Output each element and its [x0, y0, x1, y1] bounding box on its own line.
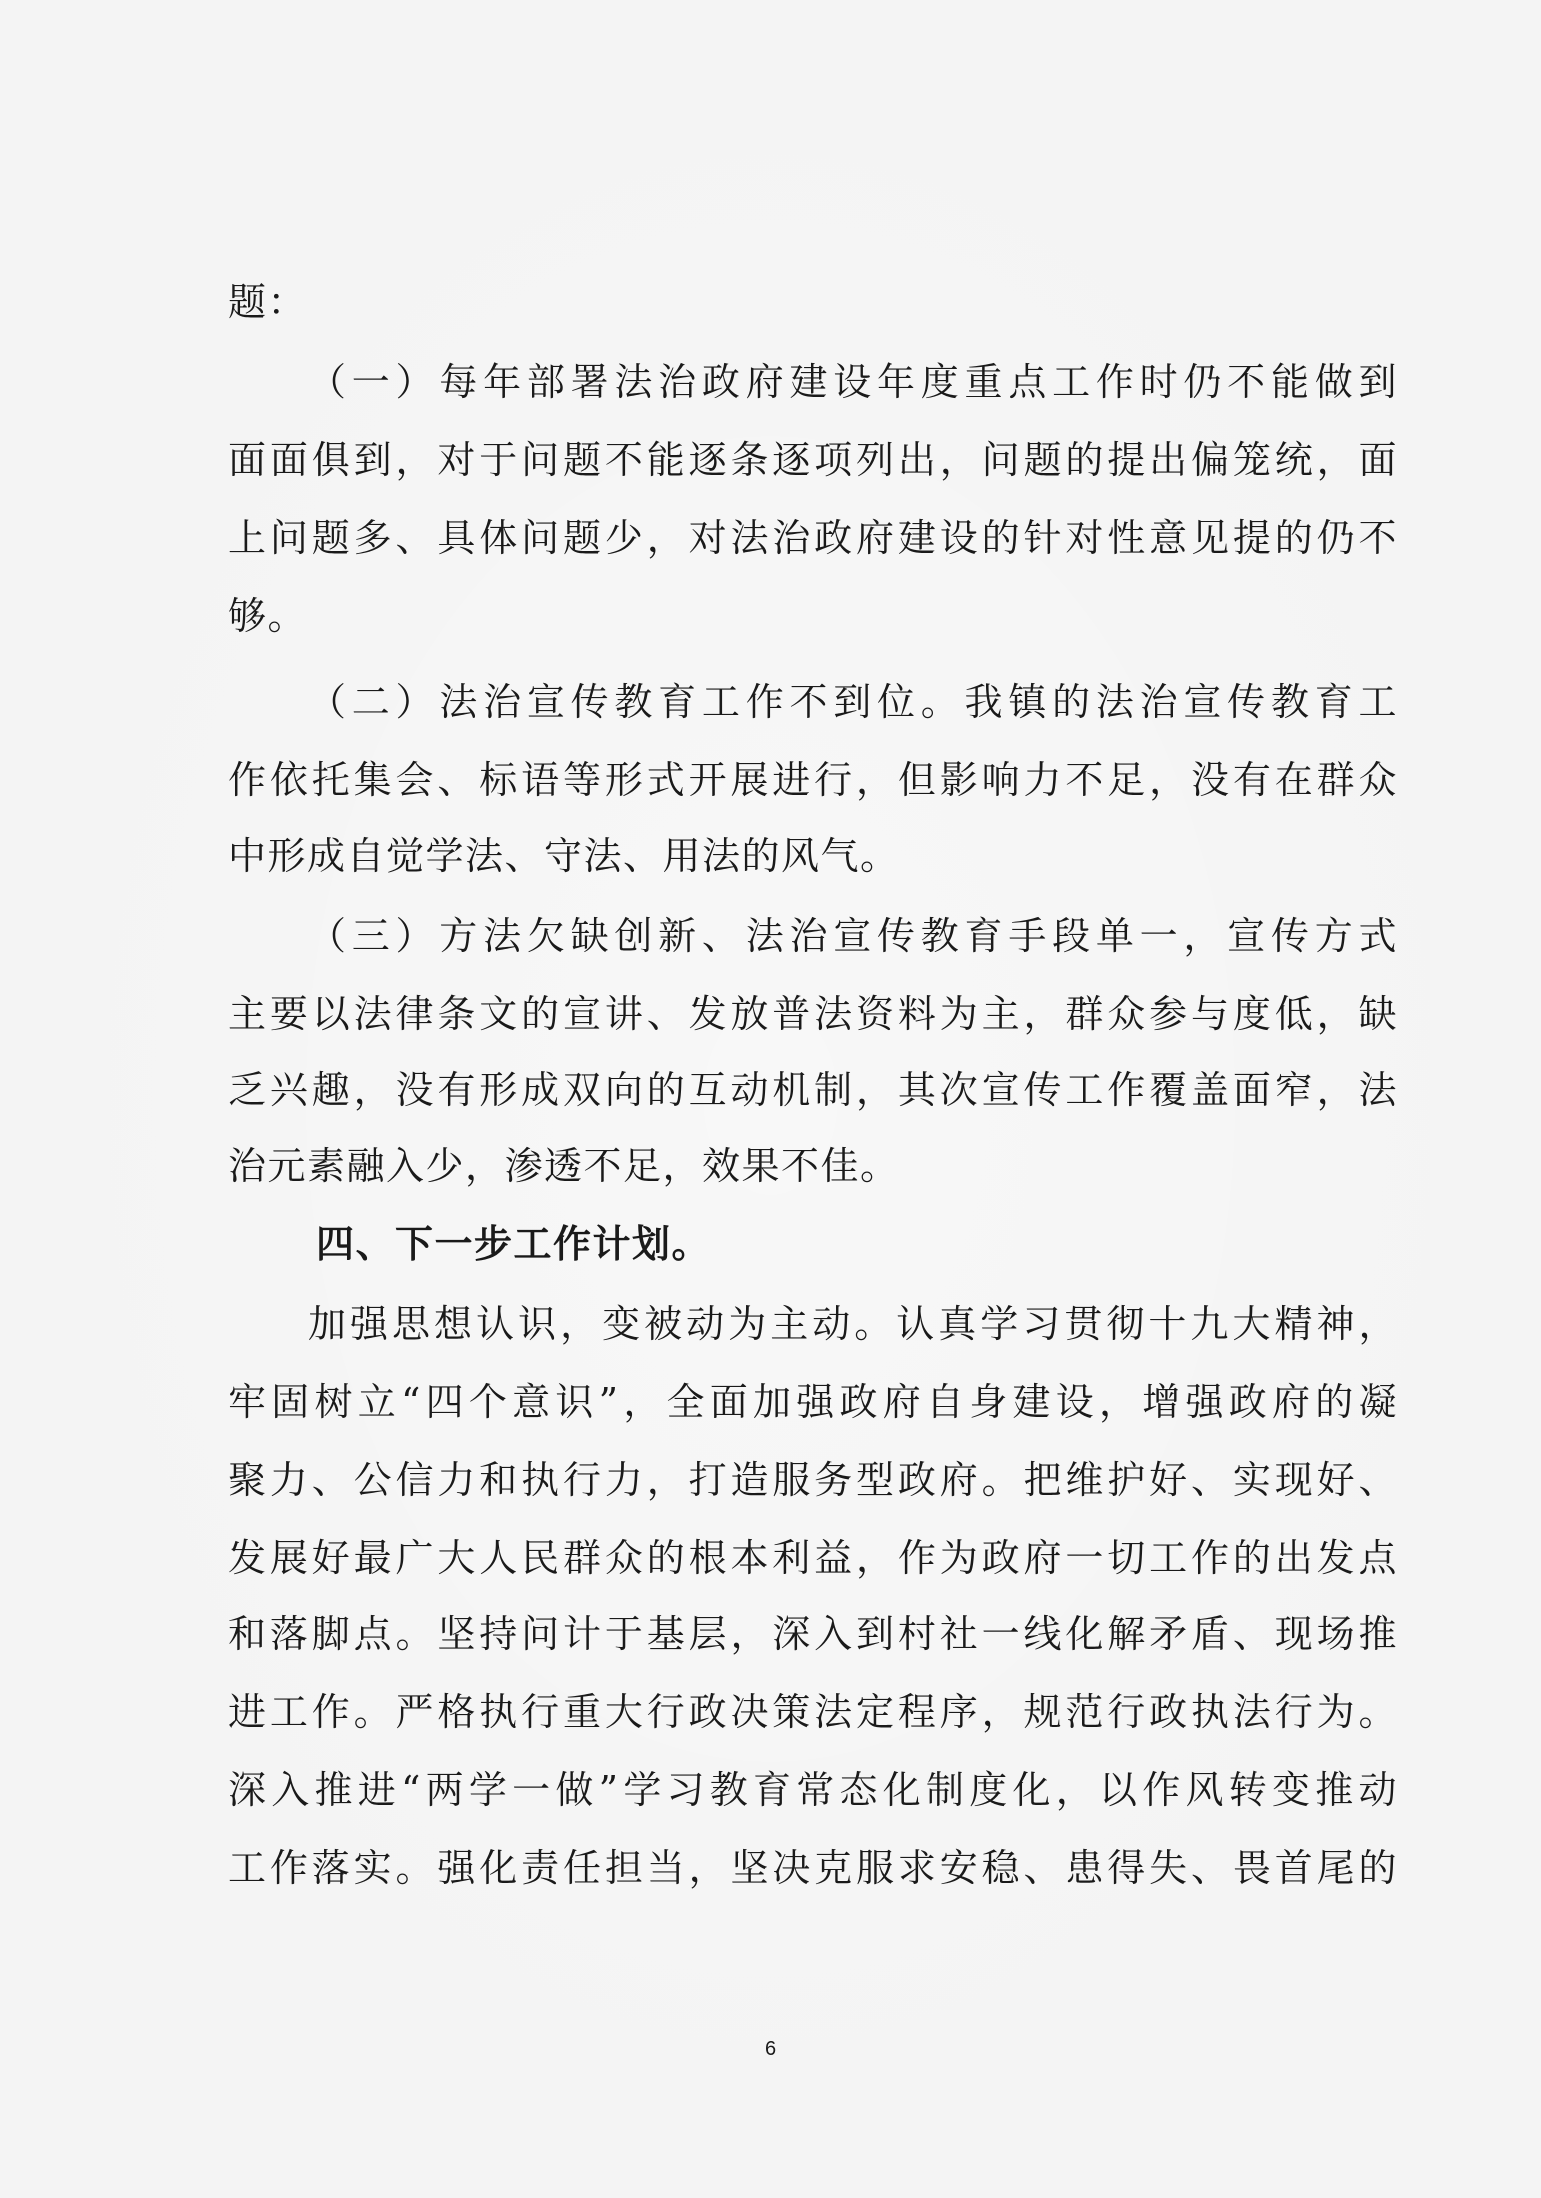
- text-line: 够。: [228, 594, 308, 638]
- text-line: 和落脚点。坚持问计于基层，深入到村社一线化解矛盾、现场推: [228, 1612, 1398, 1656]
- paragraph-2-line: （二）法治宣传教育工作不到位。我镇的法治宣传教育工: [308, 680, 1398, 724]
- text-line: 乏兴趣，没有形成双向的互动机制，其次宣传工作覆盖面窄，法: [228, 1068, 1398, 1112]
- text-line: 中形成自觉学法、守法、用法的风气。: [228, 834, 900, 878]
- text-line: 面面俱到，对于问题不能逐条逐项列出，问题的提出偏笼统，面: [228, 438, 1398, 482]
- text-line: 上问题多、具体问题少，对法治政府建设的针对性意见提的仍不: [228, 516, 1398, 560]
- paragraph-4-line: 加强思想认识，变被动为主动。认真学习贯彻十九大精神，: [308, 1302, 1398, 1346]
- text-line: 作依托集会、标语等形式开展进行，但影响力不足，没有在群众: [228, 758, 1398, 802]
- page-number: 6: [764, 2038, 777, 2060]
- text-line: 发展好最广大人民群众的根本利益，作为政府一切工作的出发点: [228, 1536, 1398, 1580]
- text-line: 牢固树立“四个意识”，全面加强政府自身建设，增强政府的凝: [228, 1380, 1398, 1424]
- text-line: 深入推进“两学一做”学习教育常态化制度化，以作风转变推动: [228, 1768, 1398, 1812]
- section-heading: 四、下一步工作计划。: [316, 1222, 712, 1266]
- text-line: 治元素融入少，渗透不足，效果不佳。: [228, 1144, 900, 1188]
- text-line: 工作落实。强化责任担当，坚决克服求安稳、患得失、畏首尾的: [228, 1846, 1398, 1890]
- text-line: 聚力、公信力和执行力，打造服务型政府。把维护好、实现好、: [228, 1458, 1398, 1502]
- text-line: 题：: [228, 280, 308, 324]
- text-line: 主要以法律条文的宣讲、发放普法资料为主，群众参与度低，缺: [228, 992, 1398, 1036]
- text-line: 进工作。严格执行重大行政决策法定程序，规范行政执法行为。: [228, 1690, 1398, 1734]
- paragraph-1-line: （一）每年部署法治政府建设年度重点工作时仍不能做到: [308, 360, 1398, 404]
- paragraph-3-line: （三）方法欠缺创新、法治宣传教育手段单一，宣传方式: [308, 914, 1398, 958]
